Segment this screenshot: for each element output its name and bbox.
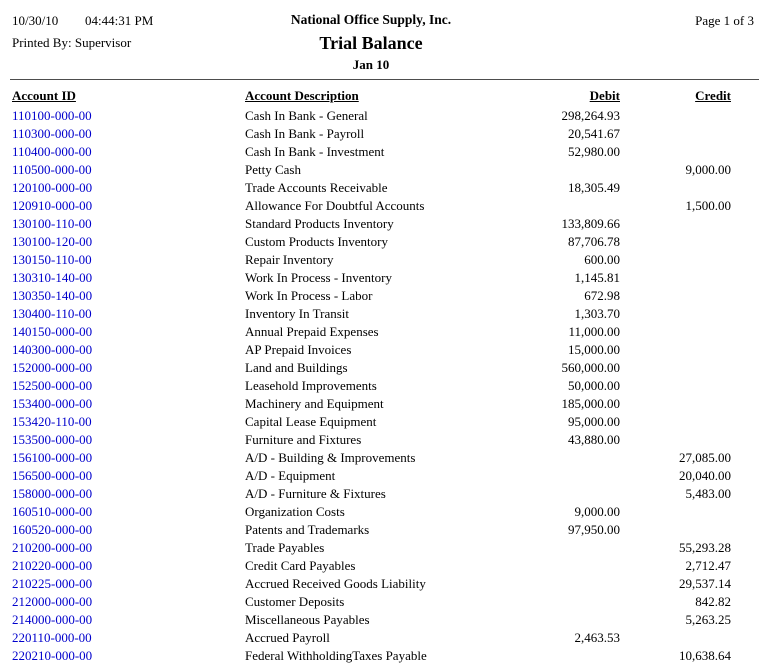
credit-amount — [620, 359, 731, 377]
account-description: AP Prepaid Invoices — [245, 342, 352, 357]
account-description: Customer Deposits — [245, 594, 345, 609]
account-id-link[interactable]: 130310-140-00 — [12, 270, 93, 285]
table-row — [0, 107, 766, 125]
account-id-link[interactable]: 214000-000-00 — [12, 612, 93, 627]
table-row — [0, 503, 766, 521]
debit-amount: 1,145.81 — [574, 270, 620, 285]
debit-amount: 87,706.78 — [568, 234, 620, 249]
credit-amount — [620, 323, 731, 341]
debit-amount — [490, 485, 620, 503]
debit-amount: 18,305.49 — [568, 180, 620, 195]
debit-amount: 11,000.00 — [568, 324, 620, 339]
account-id-link[interactable]: 210200-000-00 — [12, 540, 93, 555]
account-id-link[interactable]: 110100-000-00 — [12, 108, 92, 123]
account-description: Leasehold Improvements — [245, 378, 377, 393]
account-description: A/D - Furniture & Fixtures — [245, 486, 386, 501]
debit-amount: 298,264.93 — [561, 108, 620, 123]
page-indicator: Page 1 of 3 — [695, 13, 754, 28]
account-description: Work In Process - Labor — [245, 288, 373, 303]
credit-amount: 2,712.47 — [685, 558, 731, 573]
account-id-link[interactable]: 210225-000-00 — [12, 576, 93, 591]
table-row — [0, 125, 766, 143]
debit-amount: 560,000.00 — [561, 360, 620, 375]
account-rows — [0, 107, 766, 665]
account-description: A/D - Equipment — [245, 468, 336, 483]
credit-amount: 5,483.00 — [685, 486, 731, 501]
report-title: Trial Balance — [319, 33, 423, 53]
report-period: Jan 10 — [352, 57, 390, 72]
table-row — [0, 323, 766, 341]
account-id-link[interactable]: 130150-110-00 — [12, 252, 92, 267]
company-name: National Office Supply, Inc. — [290, 12, 452, 27]
report-date: 10/30/10 — [12, 13, 59, 28]
account-description: Trade Payables — [245, 540, 325, 555]
column-header-debit: Debit — [589, 88, 620, 103]
table-row — [0, 215, 766, 233]
credit-amount: 1,500.00 — [685, 198, 731, 213]
table-row — [0, 413, 766, 431]
account-id-link[interactable]: 220110-000-00 — [12, 630, 92, 645]
account-id-link[interactable]: 130350-140-00 — [12, 288, 93, 303]
credit-amount — [620, 503, 731, 521]
debit-amount: 133,809.66 — [561, 216, 620, 231]
account-description: Cash In Bank - Payroll — [245, 126, 365, 141]
account-id-link[interactable]: 156500-000-00 — [12, 468, 93, 483]
credit-amount — [620, 143, 731, 161]
credit-amount — [620, 215, 731, 233]
table-row — [0, 377, 766, 395]
credit-amount — [620, 395, 731, 413]
debit-amount: 50,000.00 — [568, 378, 620, 393]
account-description: Work In Process - Inventory — [245, 270, 392, 285]
account-id-link[interactable]: 210220-000-00 — [12, 558, 93, 573]
account-description: Trade Accounts Receivable — [245, 180, 388, 195]
debit-amount: 9,000.00 — [574, 504, 620, 519]
account-id-link[interactable]: 110500-000-00 — [12, 162, 92, 177]
table-row — [0, 395, 766, 413]
account-description: Capital Lease Equipment — [245, 414, 377, 429]
table-row — [0, 179, 766, 197]
debit-amount: 95,000.00 — [568, 414, 620, 429]
debit-amount: 97,950.00 — [568, 522, 620, 537]
account-description: Annual Prepaid Expenses — [245, 324, 379, 339]
column-header-description: Account Description — [245, 88, 359, 103]
debit-amount — [490, 611, 620, 629]
account-id-link[interactable]: 120910-000-00 — [12, 198, 93, 213]
debit-amount — [490, 539, 620, 557]
account-id-link[interactable]: 120100-000-00 — [12, 180, 93, 195]
table-row — [0, 593, 766, 611]
debit-amount — [490, 467, 620, 485]
table-row — [0, 287, 766, 305]
column-header-credit: Credit — [695, 88, 731, 103]
table-row — [0, 611, 766, 629]
table-row — [0, 305, 766, 323]
account-description: A/D - Building & Improvements — [245, 450, 416, 465]
debit-amount: 15,000.00 — [568, 342, 620, 357]
table-row — [0, 539, 766, 557]
printed-by-label: Printed By: Supervisor — [12, 35, 132, 50]
account-description: Furniture and Fixtures — [245, 432, 362, 447]
report-time: 04:44:31 PM — [85, 13, 154, 28]
table-row — [0, 449, 766, 467]
account-id-link[interactable]: 156100-000-00 — [12, 450, 93, 465]
header-divider — [10, 79, 759, 80]
account-description: Miscellaneous Payables — [245, 612, 370, 627]
account-description: Machinery and Equipment — [245, 396, 384, 411]
account-id-link[interactable]: 130400-110-00 — [12, 306, 92, 321]
account-description: Accrued Received Goods Liability — [245, 576, 426, 591]
table-row — [0, 521, 766, 539]
account-id-link[interactable]: 130100-120-00 — [12, 234, 93, 249]
debit-amount: 600.00 — [584, 252, 620, 267]
table-row — [0, 233, 766, 251]
debit-amount — [490, 197, 620, 215]
table-row — [0, 485, 766, 503]
debit-amount: 672.98 — [584, 288, 620, 303]
account-id-link[interactable]: 152000-000-00 — [12, 360, 93, 375]
debit-amount: 185,000.00 — [561, 396, 620, 411]
account-description: Accrued Payroll — [245, 630, 330, 645]
account-description: Credit Card Payables — [245, 558, 356, 573]
table-header-row — [0, 88, 766, 104]
credit-amount: 10,638.64 — [679, 648, 731, 663]
account-id-link[interactable]: 160510-000-00 — [12, 504, 93, 519]
table-row — [0, 647, 766, 665]
account-id-link[interactable]: 110300-000-00 — [12, 126, 92, 141]
account-id-link[interactable]: 153500-000-00 — [12, 432, 93, 447]
table-row — [0, 143, 766, 161]
table-row — [0, 341, 766, 359]
account-id-link[interactable]: 140300-000-00 — [12, 342, 93, 357]
debit-amount: 1,303.70 — [574, 306, 620, 321]
table-row — [0, 251, 766, 269]
credit-amount — [620, 251, 731, 269]
account-id-link[interactable]: 140150-000-00 — [12, 324, 93, 339]
debit-amount — [490, 449, 620, 467]
table-row — [0, 557, 766, 575]
credit-amount: 20,040.00 — [679, 468, 731, 483]
debit-amount — [490, 647, 620, 665]
column-header-account-id: Account ID — [12, 88, 76, 103]
account-id-link[interactable]: 130100-110-00 — [12, 216, 92, 231]
table-row — [0, 467, 766, 485]
credit-amount: 5,263.25 — [685, 612, 731, 627]
credit-amount — [620, 341, 731, 359]
credit-amount: 27,085.00 — [679, 450, 731, 465]
table-row — [0, 161, 766, 179]
debit-amount: 2,463.53 — [574, 630, 620, 645]
credit-amount — [620, 125, 731, 143]
credit-amount: 842.82 — [695, 594, 731, 609]
account-description: Custom Products Inventory — [245, 234, 388, 249]
table-row — [0, 575, 766, 593]
credit-amount — [620, 179, 731, 197]
debit-amount: 20,541.67 — [568, 126, 620, 141]
account-description: Organization Costs — [245, 504, 345, 519]
account-description: Land and Buildings — [245, 360, 348, 375]
credit-amount — [620, 107, 731, 125]
account-id-link[interactable]: 153400-000-00 — [12, 396, 93, 411]
credit-amount — [620, 521, 731, 539]
credit-amount — [620, 287, 731, 305]
debit-amount — [490, 161, 620, 179]
account-id-link[interactable]: 153420-110-00 — [12, 414, 92, 429]
account-description: Cash In Bank - Investment — [245, 144, 385, 159]
credit-amount: 55,293.28 — [679, 540, 731, 555]
debit-amount — [490, 575, 620, 593]
account-description: Allowance For Doubtful Accounts — [245, 198, 425, 213]
credit-amount — [620, 431, 731, 449]
table-row — [0, 629, 766, 647]
account-id-link[interactable]: 158000-000-00 — [12, 486, 93, 501]
account-id-link[interactable]: 152500-000-00 — [12, 378, 93, 393]
table-row — [0, 359, 766, 377]
account-description: Inventory In Transit — [245, 306, 349, 321]
account-description: Repair Inventory — [245, 252, 334, 267]
account-description: Petty Cash — [245, 162, 301, 177]
account-id-link[interactable]: 160520-000-00 — [12, 522, 93, 537]
credit-amount — [620, 629, 731, 647]
credit-amount — [620, 269, 731, 287]
credit-amount — [620, 305, 731, 323]
credit-amount — [620, 377, 731, 395]
account-description: Federal WithholdingTaxes Payable — [245, 648, 427, 663]
account-id-link[interactable]: 212000-000-00 — [12, 594, 93, 609]
debit-amount — [490, 593, 620, 611]
account-id-link[interactable]: 110400-000-00 — [12, 144, 92, 159]
credit-amount: 9,000.00 — [685, 162, 731, 177]
table-row — [0, 197, 766, 215]
account-description: Cash In Bank - General — [245, 108, 368, 123]
account-id-link[interactable]: 220210-000-00 — [12, 648, 93, 663]
debit-amount: 43,880.00 — [568, 432, 620, 447]
account-description: Patents and Trademarks — [245, 522, 370, 537]
account-description: Standard Products Inventory — [245, 216, 394, 231]
credit-amount — [620, 413, 731, 431]
table-row — [0, 431, 766, 449]
table-row — [0, 269, 766, 287]
debit-amount: 52,980.00 — [568, 144, 620, 159]
credit-amount: 29,537.14 — [679, 576, 731, 591]
credit-amount — [620, 233, 731, 251]
debit-amount — [490, 557, 620, 575]
